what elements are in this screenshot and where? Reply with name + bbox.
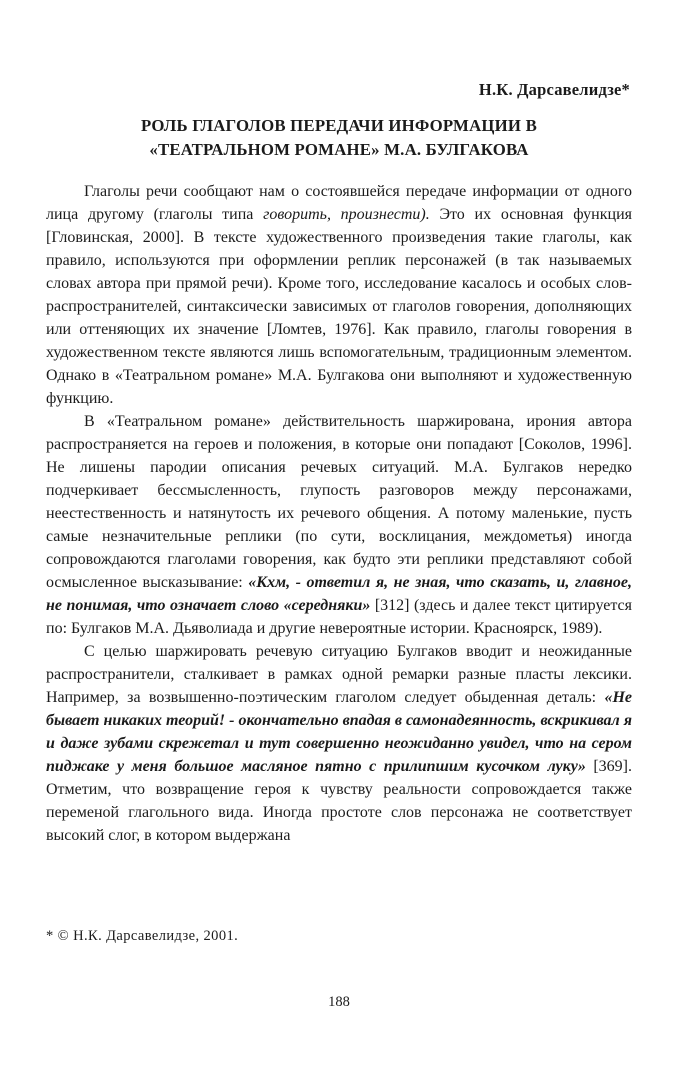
author-line: Н.К. Дарсавелидзе*	[478, 80, 630, 99]
text-segment: «Кхм, - ответил я, не зная, что сказать, и, главное, не понимая, что означает слово «середняки»	[46, 574, 632, 614]
article-body	[46, 180, 632, 847]
paragraph	[46, 410, 632, 640]
text-segment: [312] (здесь и далее текст цитируется по: Булгаков М.А. Дьяволиада и другие невероятные истории. Красноярск, 1989).	[46, 597, 632, 637]
text-segment: С целью шаржировать речевую ситуацию Булгаков вводит и неожиданные распространители, сталкивает в рамках одной ремарки разные пласты лексики. Например, за возвышенно-поэтическим глаголом следует обыденная деталь:	[46, 643, 632, 706]
text-segment: В «Театральном романе» действительность шаржирована, ирония автора распространяется на героев и положения, в которые они попадают [Соколов, 1996]. Не лишены пародии описания речевых ситуаций. М.А. Булгаков нередко подчеркивает бессмысленность, глупость разговоров между персонажами, неестественность и натянутость их речевого общения. А потому маленькие, пусть самые незначительные реплики (по сути, восклицания, междометья) иногда сопровождаются глаголами говорения, как будто эти реплики представляют собой осмысленное высказывание:	[46, 413, 632, 591]
article-title	[46, 114, 632, 162]
footnote: * © Н.К. Дарсавелидзе, 2001.	[46, 928, 239, 944]
text-segment: Глаголы речи сообщают нам о состоявшейся передаче информации от одного лица другому (глаголы типа	[46, 183, 632, 223]
article-title-line-2: «ТЕАТРАЛЬНОМ РОМАНЕ» М.А. БУЛГАКОВА	[149, 140, 529, 159]
paragraph	[46, 640, 632, 847]
text-segment: [369]. Отметим, что возвращение героя к чувству реальности сопровождается также переменой глагольного вида. Иногда простоте слов персонажа не соответствует высокий слог, в котором выдержана	[46, 758, 633, 844]
text-segment: говорить, произнести).	[263, 206, 430, 223]
text-segment: Это их основная функция [Гловинская, 2000]. В тексте художественного произведения такие глаголы, как правило, используются при оформлении реплик персонажей (в так называемых словах автора при прямой речи). Кроме того, исследование касалось и особых слов-распространителей, синтаксически зависимых от глаголов говорения, дополняющих или оттеняющих их значение [Ломтев, 1976]. Как правило, глаголы говорения в художественном тексте являются лишь вспомогательным, традиционным элементом. Однако в «Театральном романе» М.А. Булгакова они выполняют и художественную функцию.	[46, 206, 632, 407]
article-title-line-1: РОЛЬ ГЛАГОЛОВ ПЕРЕДАЧИ ИНФОРМАЦИИ В	[141, 116, 537, 135]
paragraph	[46, 180, 632, 410]
text-segment: «Не бывает никаких теорий! - окончательно впадая в самонадеянность, вскрикивал я и даже зубами скрежетал и тут совершенно неожиданно увидел, что на сером пиджаке у меня большое масляное пятно с прилипшим кусочком луку»	[46, 689, 632, 775]
page-number: 188	[328, 994, 350, 1010]
